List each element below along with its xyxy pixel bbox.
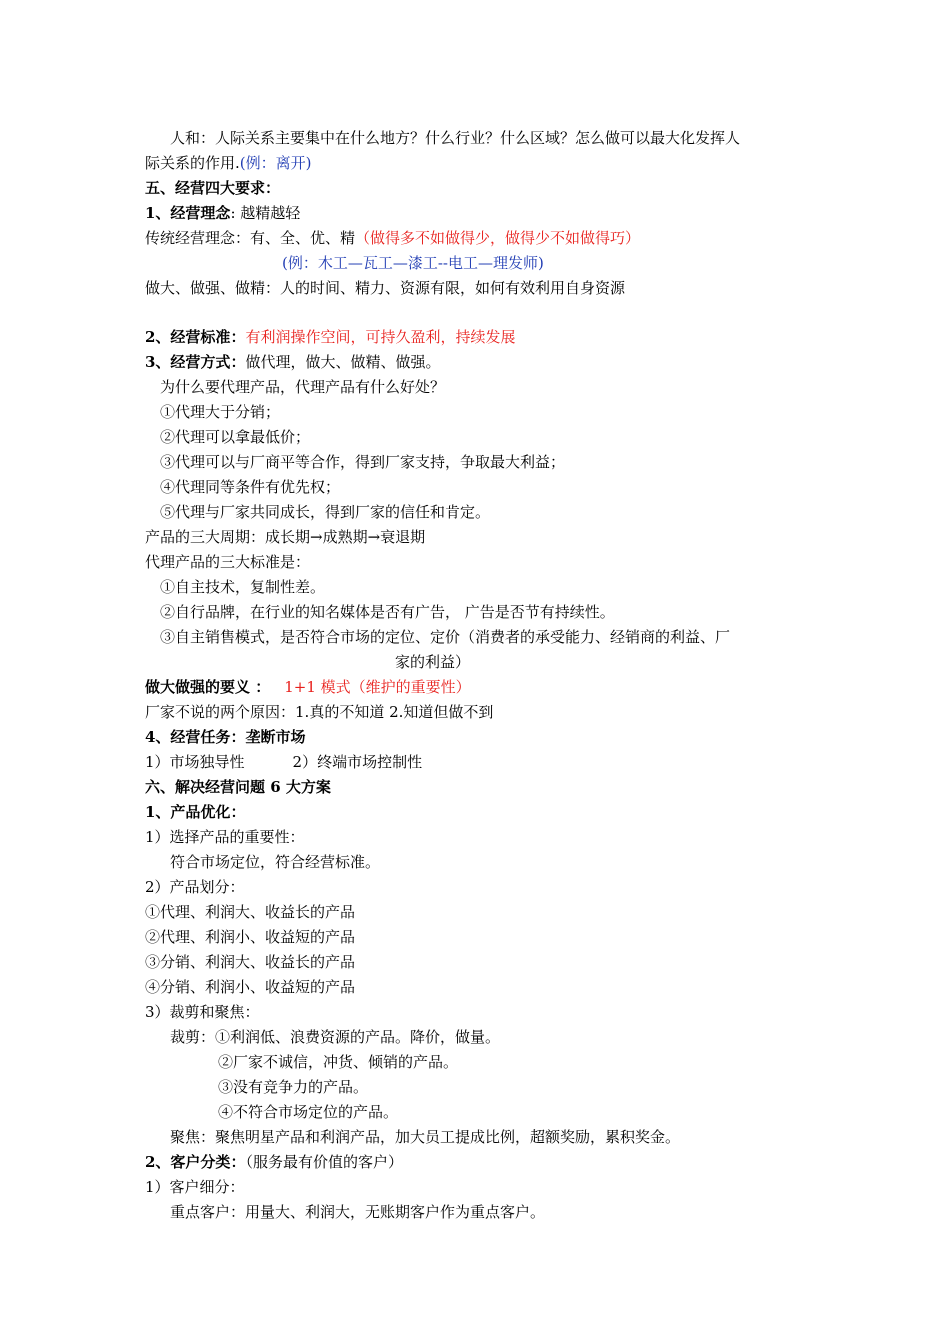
list-item: ②厂家不诚信，冲货、倾销的产品。 [218,1053,459,1071]
text-line: 厂家不说的两个原因：1.真的不知道 2.知道但做不到 [145,703,494,721]
list-item: ④代理同等条件有优先权； [160,478,341,496]
example-note: (例：木工—瓦工—漆工--电工—理发师) [282,254,544,272]
list-item: ②代理可以拿最低价； [160,428,311,446]
list-item: ①自主技术，复制性差。 [160,578,326,596]
list-item: ③自主销售模式，是否符合市场的定位、定价（消费者的承受能力、经销商的利益、厂 [160,628,731,646]
text-line: 家的利益） [395,653,471,671]
text-line: 传统经营理念：有、全、优、精（做得多不如做得少，做得少不如做得巧） [145,229,641,247]
text-line: 1）客户细分： [145,1178,245,1196]
text-line: 1）选择产品的重要性： [145,828,305,846]
list-item: ②代理、利润小、收益短的产品 [145,928,356,946]
text-line: 聚焦：聚焦明星产品和利润产品，加大员工提成比例，超额奖励，累积奖金。 [170,1128,681,1146]
example-note: (例：离开) [239,154,312,172]
list-item: ③分销、利润大、收益长的产品 [145,953,356,971]
list-item: ②自行品牌，在行业的知名媒体是否有广告， 广告是否节有持续性。 [160,603,615,621]
text-line: 产品的三大周期：成长期→成熟期→衰退期 [145,528,426,546]
list-item: ③代理可以与厂商平等合作，得到厂家支持，争取最大利益； [160,453,566,471]
text-line: 3）裁剪和聚焦： [145,1003,260,1021]
text-line: 2、经营标准：有利润操作空间，可持久盈利，持续发展 [145,328,516,346]
highlight-note: 1+1 模式（维护的重要性） [284,678,471,696]
text-line: 裁剪：①利润低、浪费资源的产品。降价，做量。 [170,1028,501,1046]
text-line: 人和：人际关系主要集中在什么地方？什么行业？什么区域？怎么做可以最大化发挥人 [170,129,741,147]
text-line: 1）市场独导性 2）终端市场控制性 [145,753,423,771]
highlight-note: 有利润操作空间，可持久盈利，持续发展 [245,328,516,346]
section-heading: 五、经营四大要求： [145,179,281,197]
text-line: 重点客户：用量大、利润大，无账期客户作为重点客户。 [170,1203,546,1221]
text-line: 3、经营方式：做代理，做大、做精、做强。 [145,353,441,371]
text-line: 2）产品划分： [145,878,245,896]
text-line: 2、客户分类：（服务最有价值的客户） [145,1153,403,1171]
list-item: ⑤代理与厂家共同成长，得到厂家的信任和肯定。 [160,503,491,521]
section-heading: 4、经营任务：垄断市场 [145,728,306,746]
text-line: 为什么要代理产品，代理产品有什么好处？ [160,378,446,396]
list-item: ③没有竞争力的产品。 [218,1078,369,1096]
text-line: 做大、做强、做精：人的时间、精力、资源有限，如何有效利用自身资源 [145,279,626,297]
list-item: ①代理、利润大、收益长的产品 [145,903,356,921]
section-heading: 六、解决经营问题 6 大方案 [145,778,331,796]
highlight-note: （做得多不如做得少，做得少不如做得巧） [355,229,641,247]
text-line: 1、经营理念: 越精越轻 [145,204,301,222]
section-heading: 1、产品优化： [145,803,246,821]
text-line: 代理产品的三大标准是： [145,553,311,571]
text-line: 际关系的作用.(例：离开) [145,154,312,172]
text-line: 做大做强的要义 ： 1+1 模式（维护的重要性） [145,678,471,696]
list-item: ④分销、利润小、收益短的产品 [145,978,356,996]
list-item: ①代理大于分销； [160,403,281,421]
list-item: ④不符合市场定位的产品。 [218,1103,399,1121]
text-line: 符合市场定位，符合经营标准。 [170,853,381,871]
